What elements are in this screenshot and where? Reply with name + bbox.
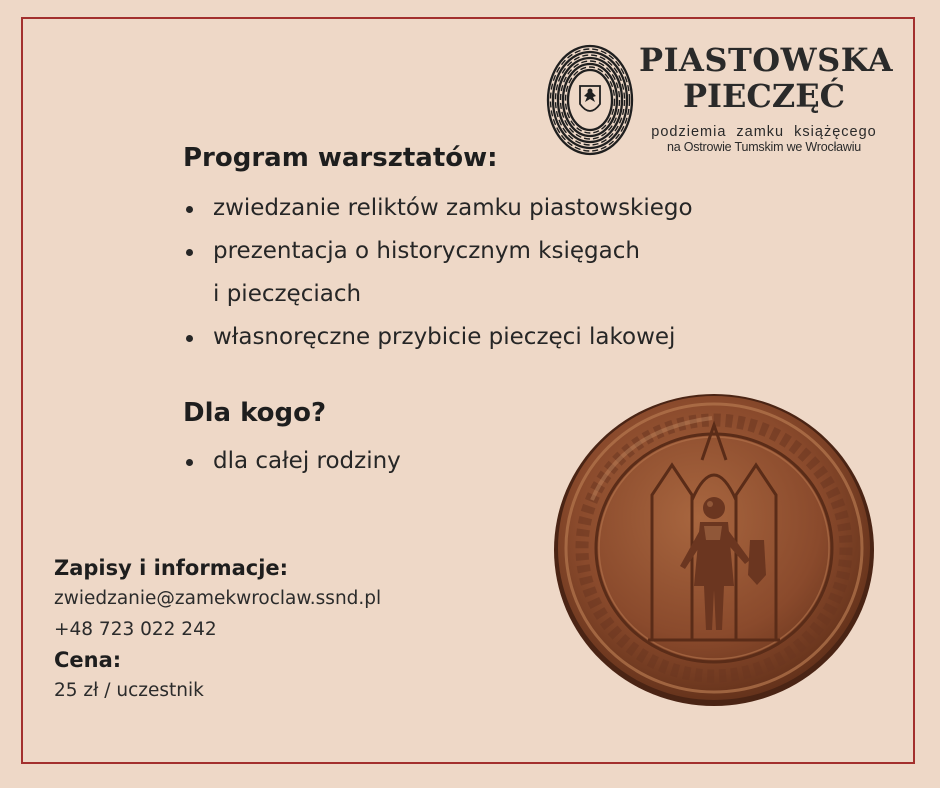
info-block [54,553,381,706]
price-value: 25 zł / uczestnik [54,680,204,701]
list-item [183,316,693,359]
program-list [183,187,693,359]
logo-title [639,41,894,115]
list-item-text: zwiedzanie reliktów zamku piastowskiego [213,195,693,221]
logo-subtitle [639,124,889,154]
list-item-text: prezentacja o historycznym księgach [213,238,640,264]
logo-title-line2: PIECZĘĆ [682,77,846,115]
logo [544,38,894,163]
contact-email[interactable]: zwiedzanie@zamekwroclaw.ssnd.pl [54,588,382,609]
contact-heading: Zapisy i informacje: [54,556,289,580]
list-item [183,187,693,230]
program-heading: Program warsztatów: [183,143,498,173]
list-item-text: dla całej rodziny [213,448,401,474]
audience-heading: Dla kogo? [183,398,327,428]
logo-subtitle-line1: podziemia zamku książęcego [651,124,877,140]
logo-title-line1: PIASTOWSKA [639,41,894,79]
audience-list [183,440,401,483]
logo-subtitle-line2: na Ostrowie Tumskim we Wrocławiu [666,140,862,154]
list-item-text-continued: i pieczęciach [213,281,362,307]
contact-phone[interactable]: +48 723 022 242 [54,619,217,640]
list-item-text: własnoręczne przybicie pieczęci lakowej [213,324,676,350]
fingerprint-eagle-icon [544,38,636,158]
list-item [183,230,693,316]
price-heading: Cena: [54,648,122,672]
list-item [183,440,401,483]
wax-seal-image [552,390,876,708]
